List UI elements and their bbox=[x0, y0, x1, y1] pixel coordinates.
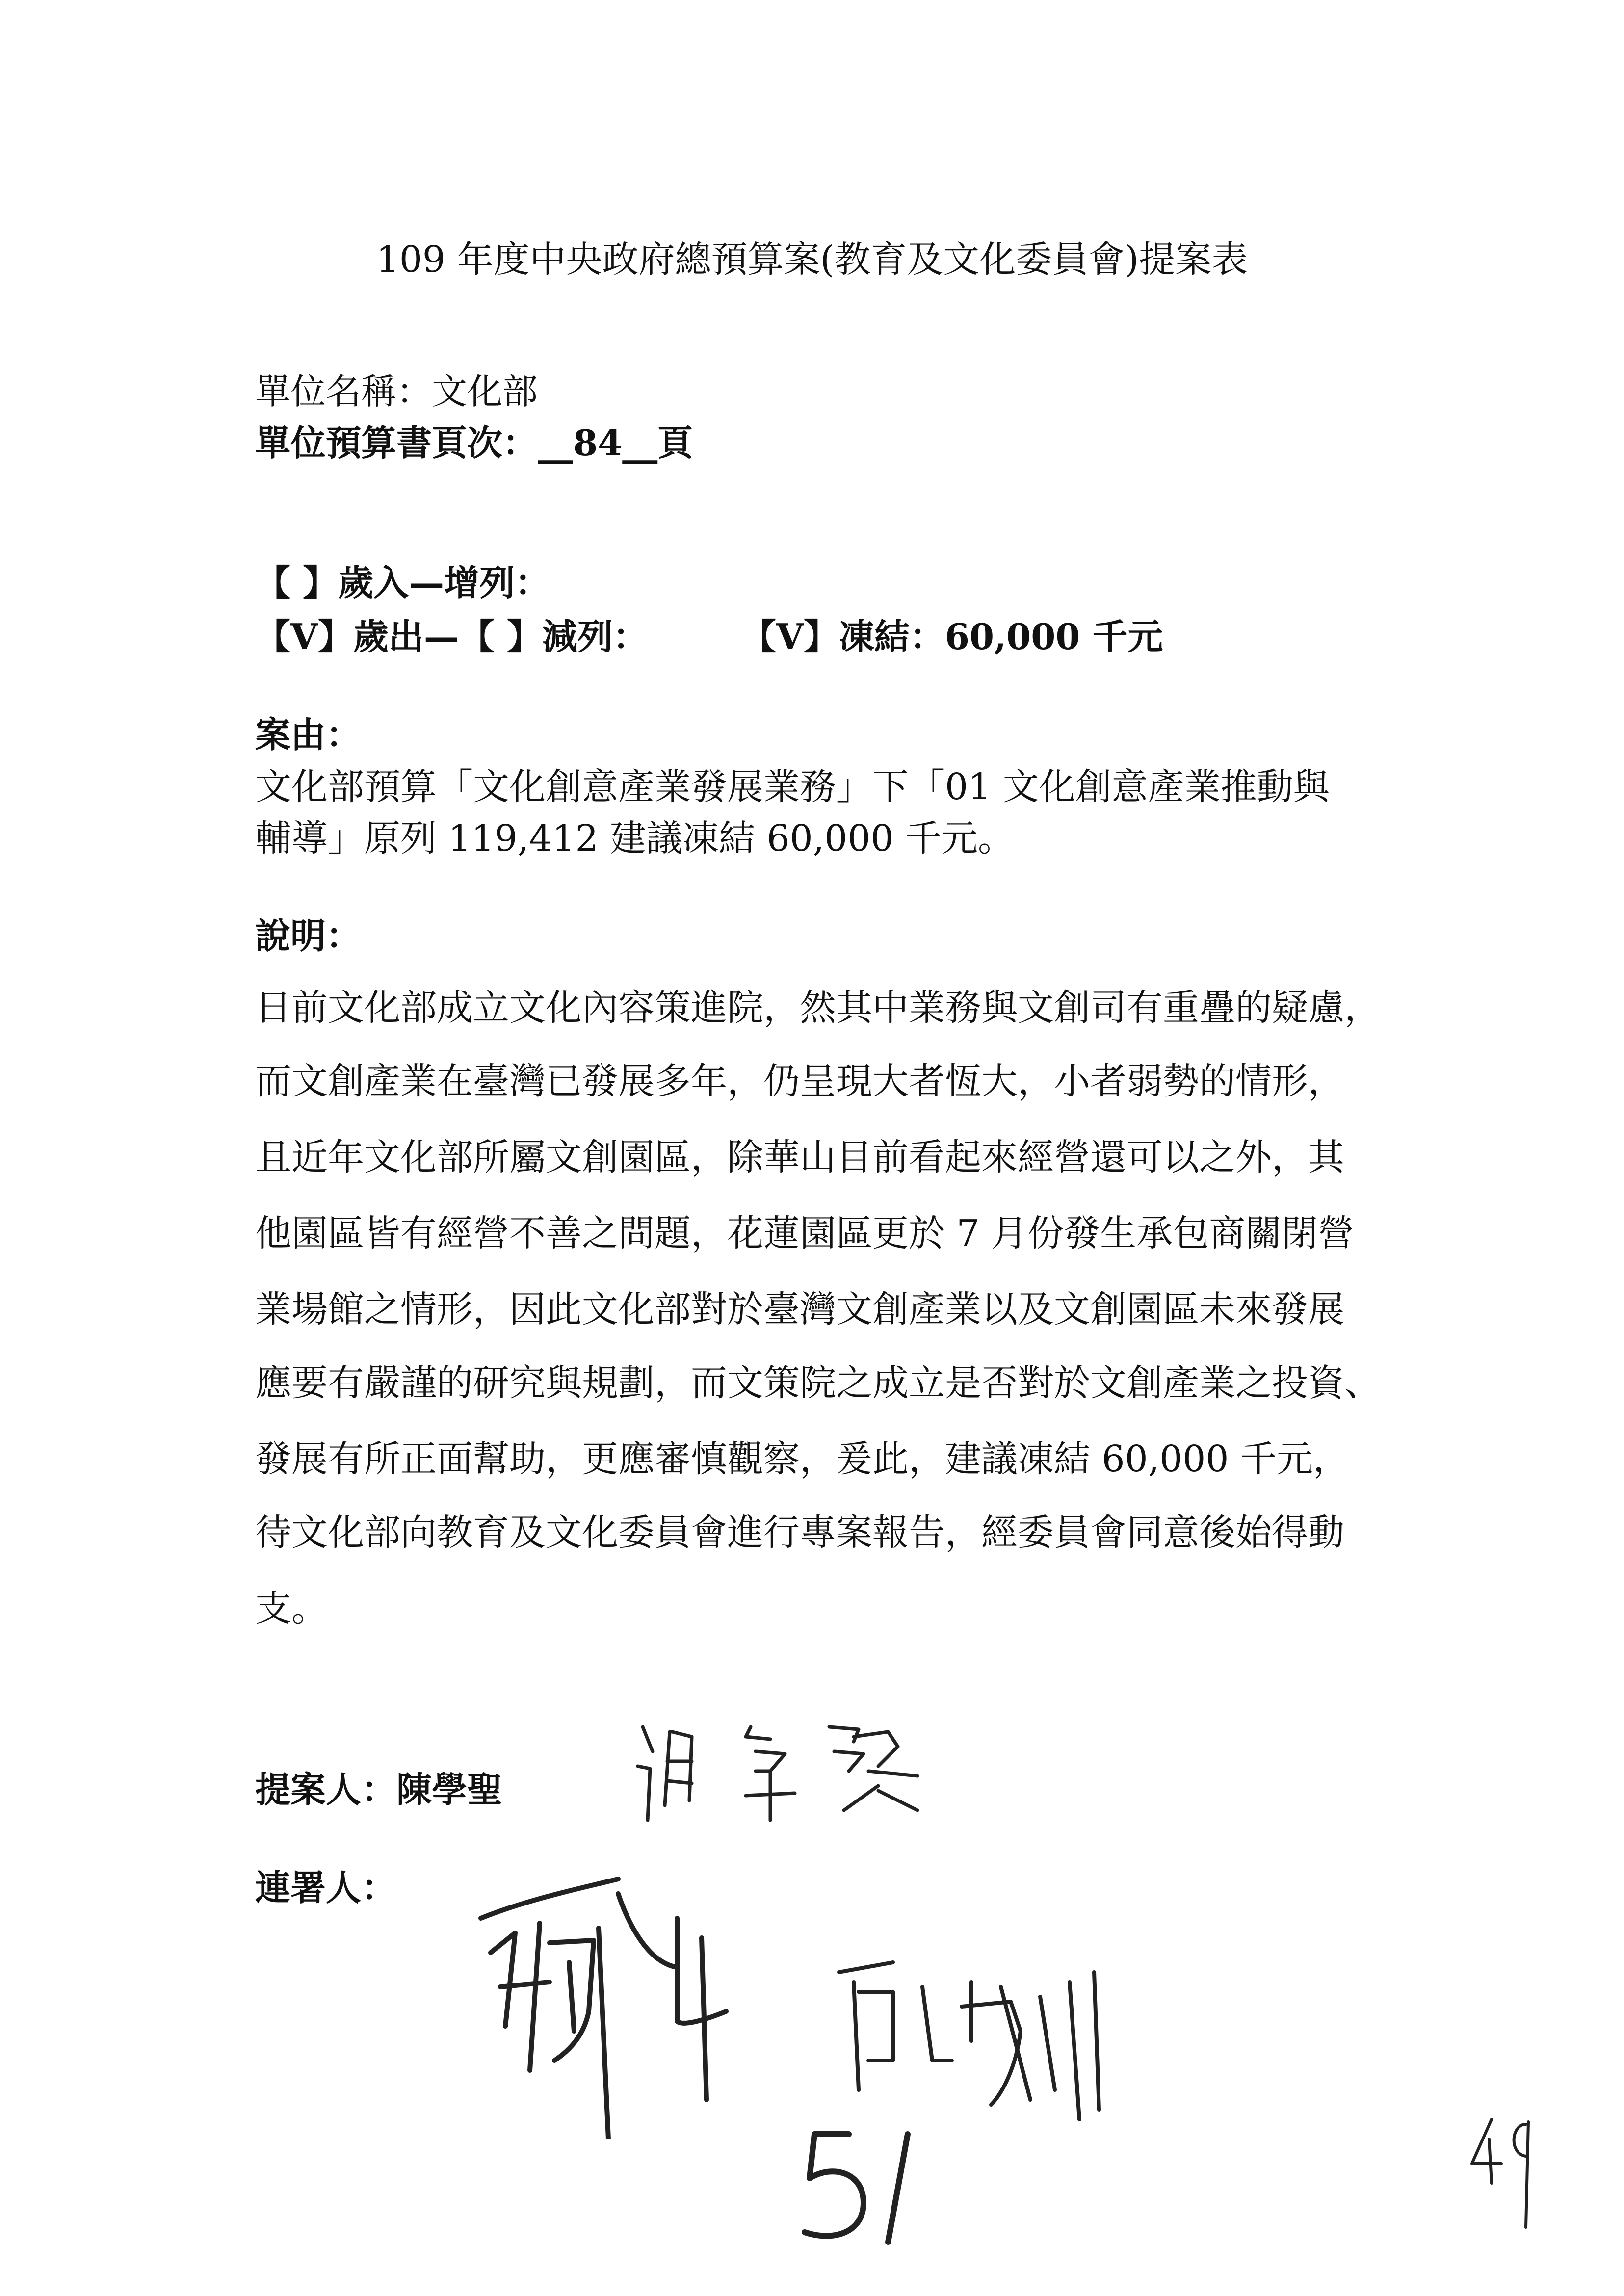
freeze-option: 【V】凍結：60,000 千元 bbox=[741, 616, 1163, 657]
explanation-line: 待文化部向教育及文化委員會進行專案報告，經委員會同意後始得動 bbox=[255, 1512, 1344, 1554]
proposer-label: 提案人：陳學聖 bbox=[255, 1769, 503, 1810]
cosigner-signature-2 bbox=[824, 1943, 1128, 2129]
reason-line: 文化部預算「文化創意產業發展業務」下「01 文化創意產業推動與 bbox=[255, 766, 1330, 808]
explanation-line: 日前文化部成立文化內容策進院，然其中業務與文創司有重疊的疑慮， bbox=[255, 987, 1381, 1029]
explanation-line: 應要有嚴謹的研究與規劃，而文策院之成立是否對於文創產業之投資、 bbox=[255, 1362, 1381, 1404]
document-title: 109 年度中央政府總預算案(教育及文化委員會)提案表 bbox=[376, 238, 1248, 281]
handwritten-page-number bbox=[1467, 2110, 1541, 2237]
expenditure-option: 【V】歲出—【 】減列： bbox=[255, 616, 648, 657]
explanation-line: 他園區皆有經營不善之問題，花蓮園區更於 7 月份發生承包商關閉營 bbox=[255, 1212, 1355, 1254]
explanation-line: 且近年文化部所屬文創園區，除華山目前看起來經營還可以之外，其 bbox=[255, 1136, 1344, 1178]
reason-line: 輔導」原列 119,412 建議凍結 60,000 千元。 bbox=[255, 817, 1015, 860]
reason-heading: 案由： bbox=[255, 714, 362, 756]
cosigner-signature-1 bbox=[471, 1864, 785, 2139]
explanation-line: 業場館之情形，因此文化部對於臺灣文創產業以及文創園區未來發展 bbox=[255, 1288, 1344, 1331]
revenue-option: 【 】歲入—增列： bbox=[255, 562, 550, 603]
explanation-line: 支。 bbox=[255, 1588, 328, 1630]
cosigner-label: 連署人： bbox=[255, 1867, 397, 1908]
unit-name: 單位名稱：文化部 bbox=[255, 371, 538, 412]
explanation-line: 發展有所正面幫助，更應審慎觀察，爰此，建議凍結 60,000 千元， bbox=[255, 1438, 1349, 1480]
budget-page-ref: 單位預算書頁次：__84__頁 bbox=[255, 422, 693, 464]
proposer-signature bbox=[623, 1707, 957, 1830]
explanation-line: 而文創產業在臺灣已發展多年，仍呈現大者恆大，小者弱勢的情形， bbox=[255, 1060, 1344, 1102]
explanation-heading: 說明： bbox=[255, 915, 362, 957]
handwritten-number-51 bbox=[795, 2124, 942, 2252]
